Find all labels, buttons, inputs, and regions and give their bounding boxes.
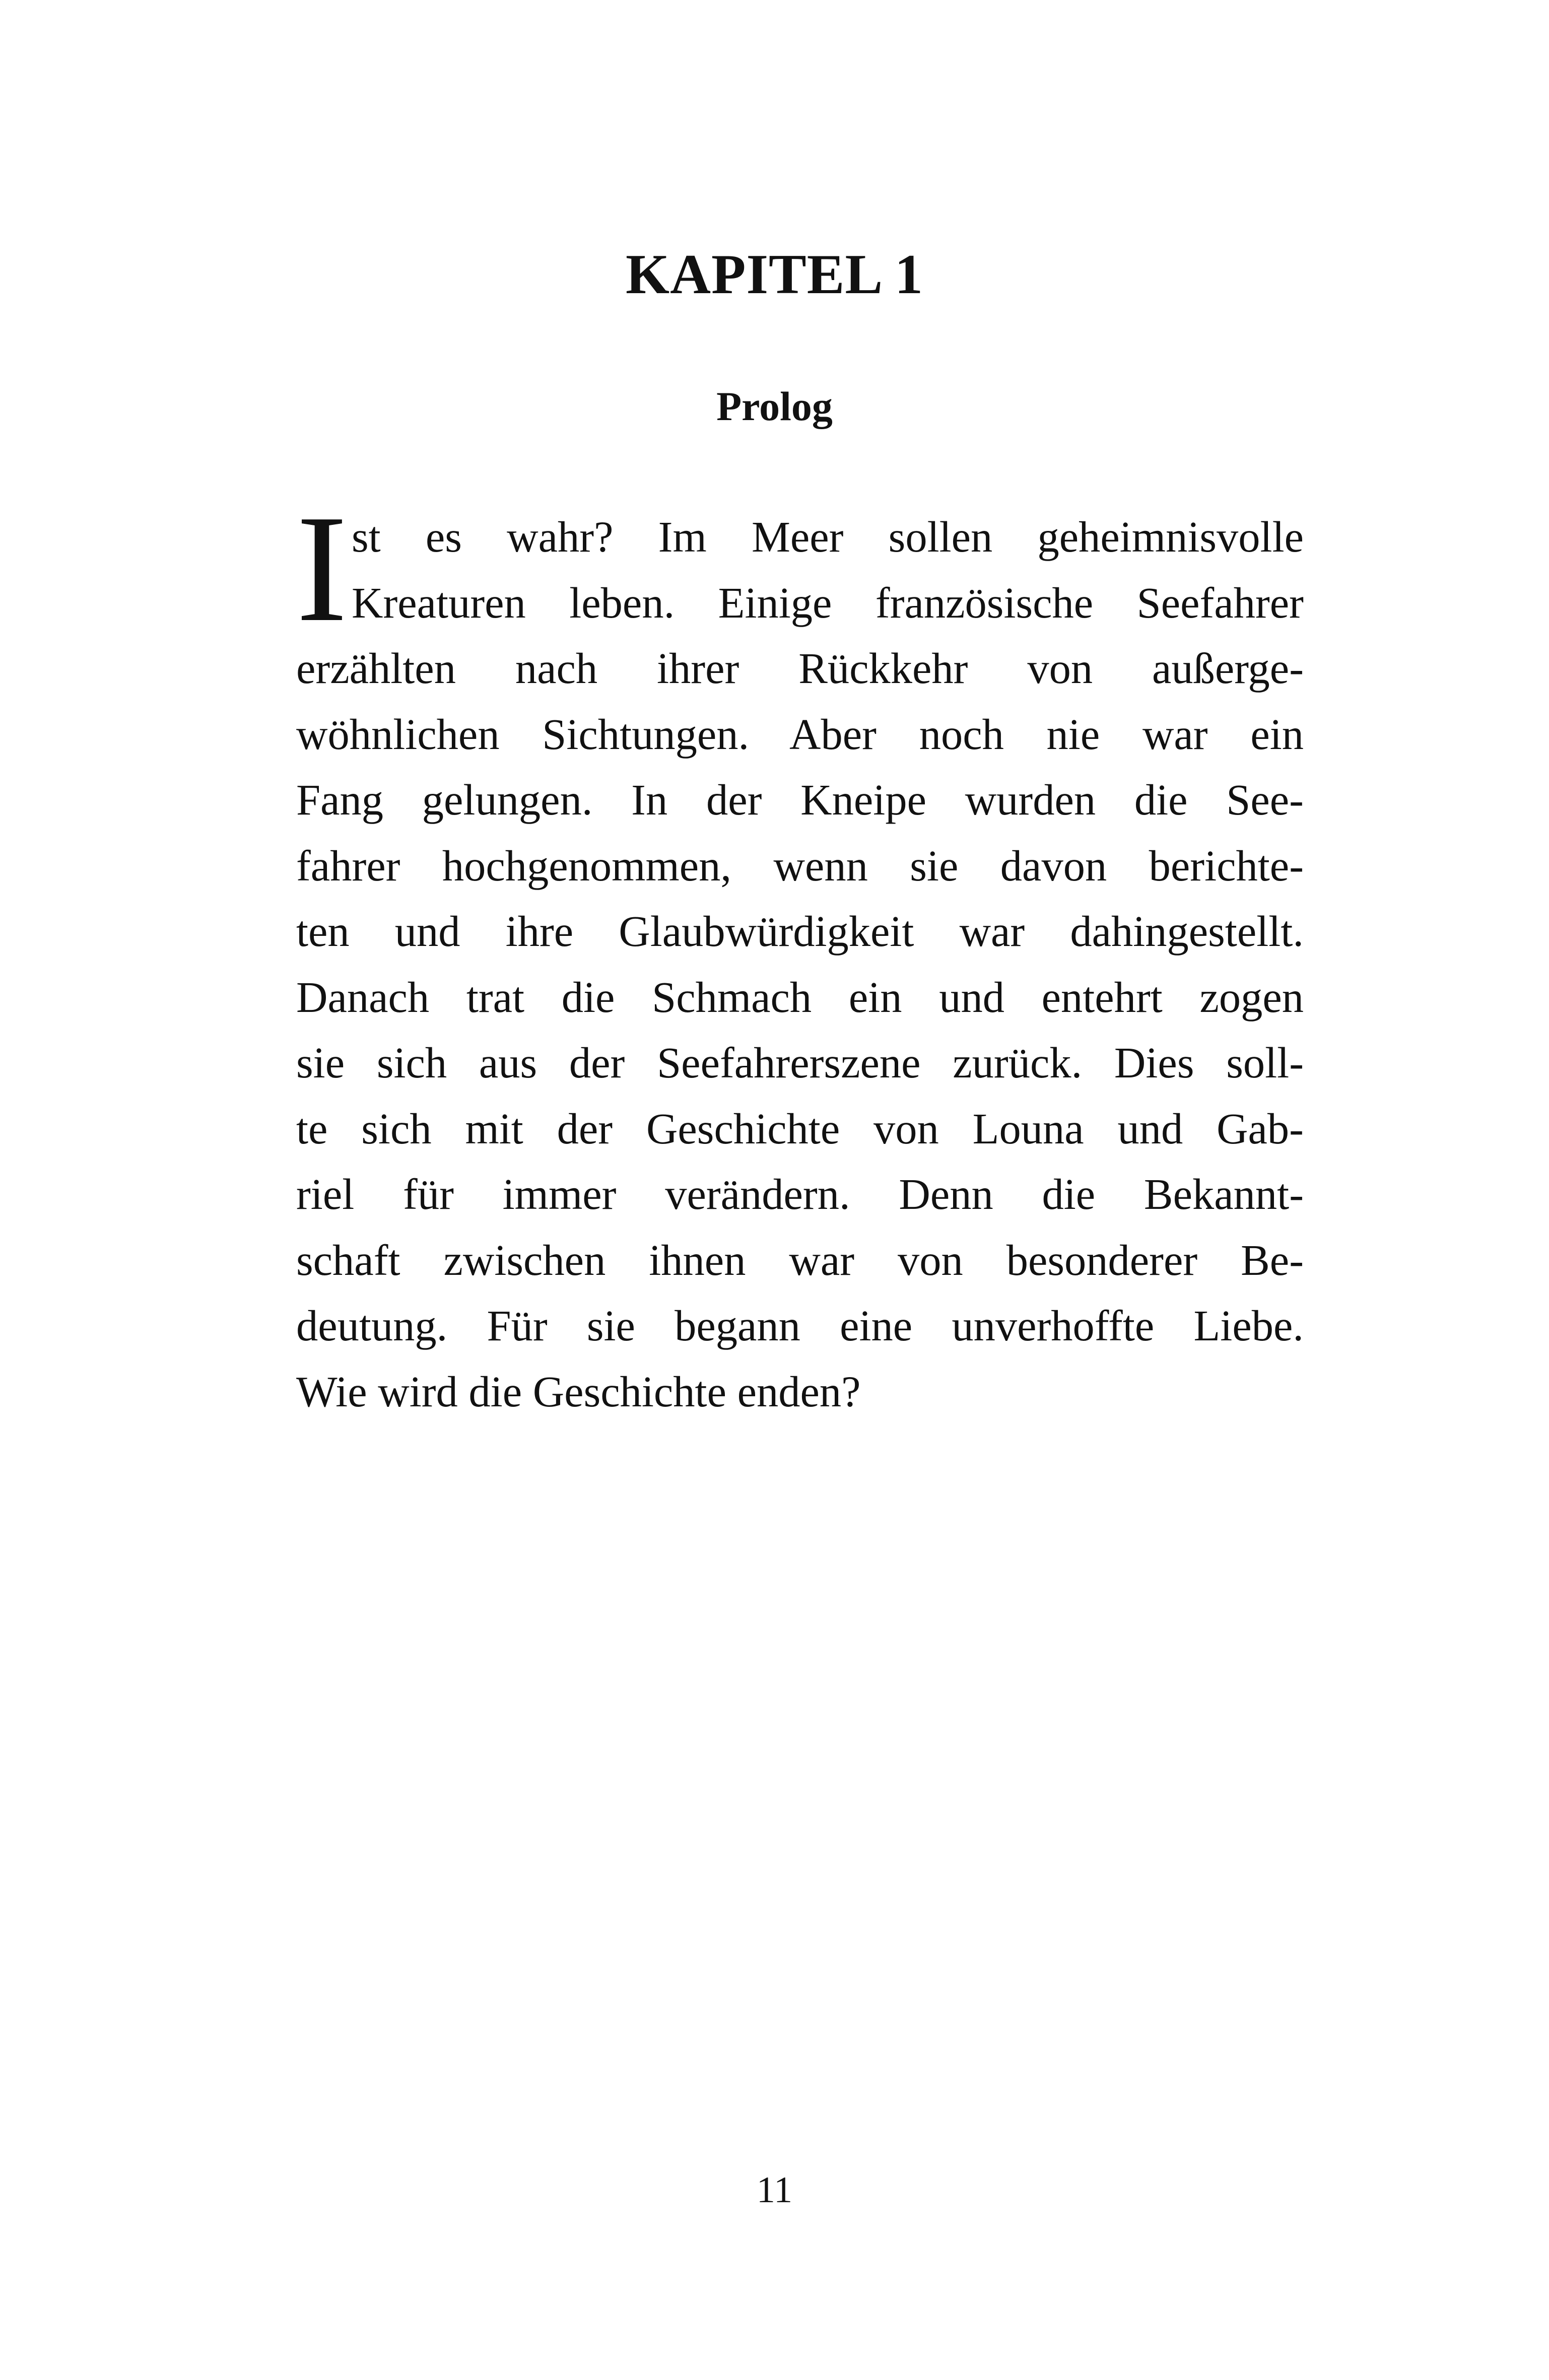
chapter-title: KAPITEL 1 (626, 243, 923, 306)
drop-cap: I (296, 483, 348, 653)
text-line: erzählten nach ihrer Rückkehr von außerge- (296, 644, 1304, 693)
text-line: Fang gelungen. In der Kneipe wurden die See- (296, 776, 1304, 824)
text-line: ten und ihre Glaubwürdigkeit war dahingestellt. (296, 907, 1304, 956)
text-line: schaft zwischen ihnen war von besonderer Be- (296, 1236, 1304, 1284)
section-title: Prolog (716, 383, 833, 429)
text-line: wöhnlichen Sichtungen. Aber noch nie war ein (296, 710, 1304, 759)
text-line: Danach trat die Schmach ein und entehrt zogen (296, 973, 1304, 1022)
text-line: st es wahr? Im Meer sollen geheimnisvolle (352, 513, 1304, 561)
text-line: te sich mit der Geschichte von Louna und Gab- (296, 1104, 1304, 1153)
text-line: sie sich aus der Seefahrerszene zurück. Dies soll- (296, 1039, 1304, 1087)
text-line: Wie wird die Geschichte enden? (296, 1367, 861, 1416)
text-line: fahrer hochgenommen, wenn sie davon berichte- (296, 841, 1304, 890)
text-line: deutung. Für sie begann eine unverhoffte Liebe. (296, 1302, 1304, 1350)
text-line: riel für immer verändern. Denn die Bekannt- (296, 1170, 1304, 1218)
prolog-paragraph (296, 483, 1304, 1424)
text-line: Kreaturen leben. Einige französische Seefahrer (352, 578, 1304, 627)
page-number: 11 (756, 2169, 793, 2211)
